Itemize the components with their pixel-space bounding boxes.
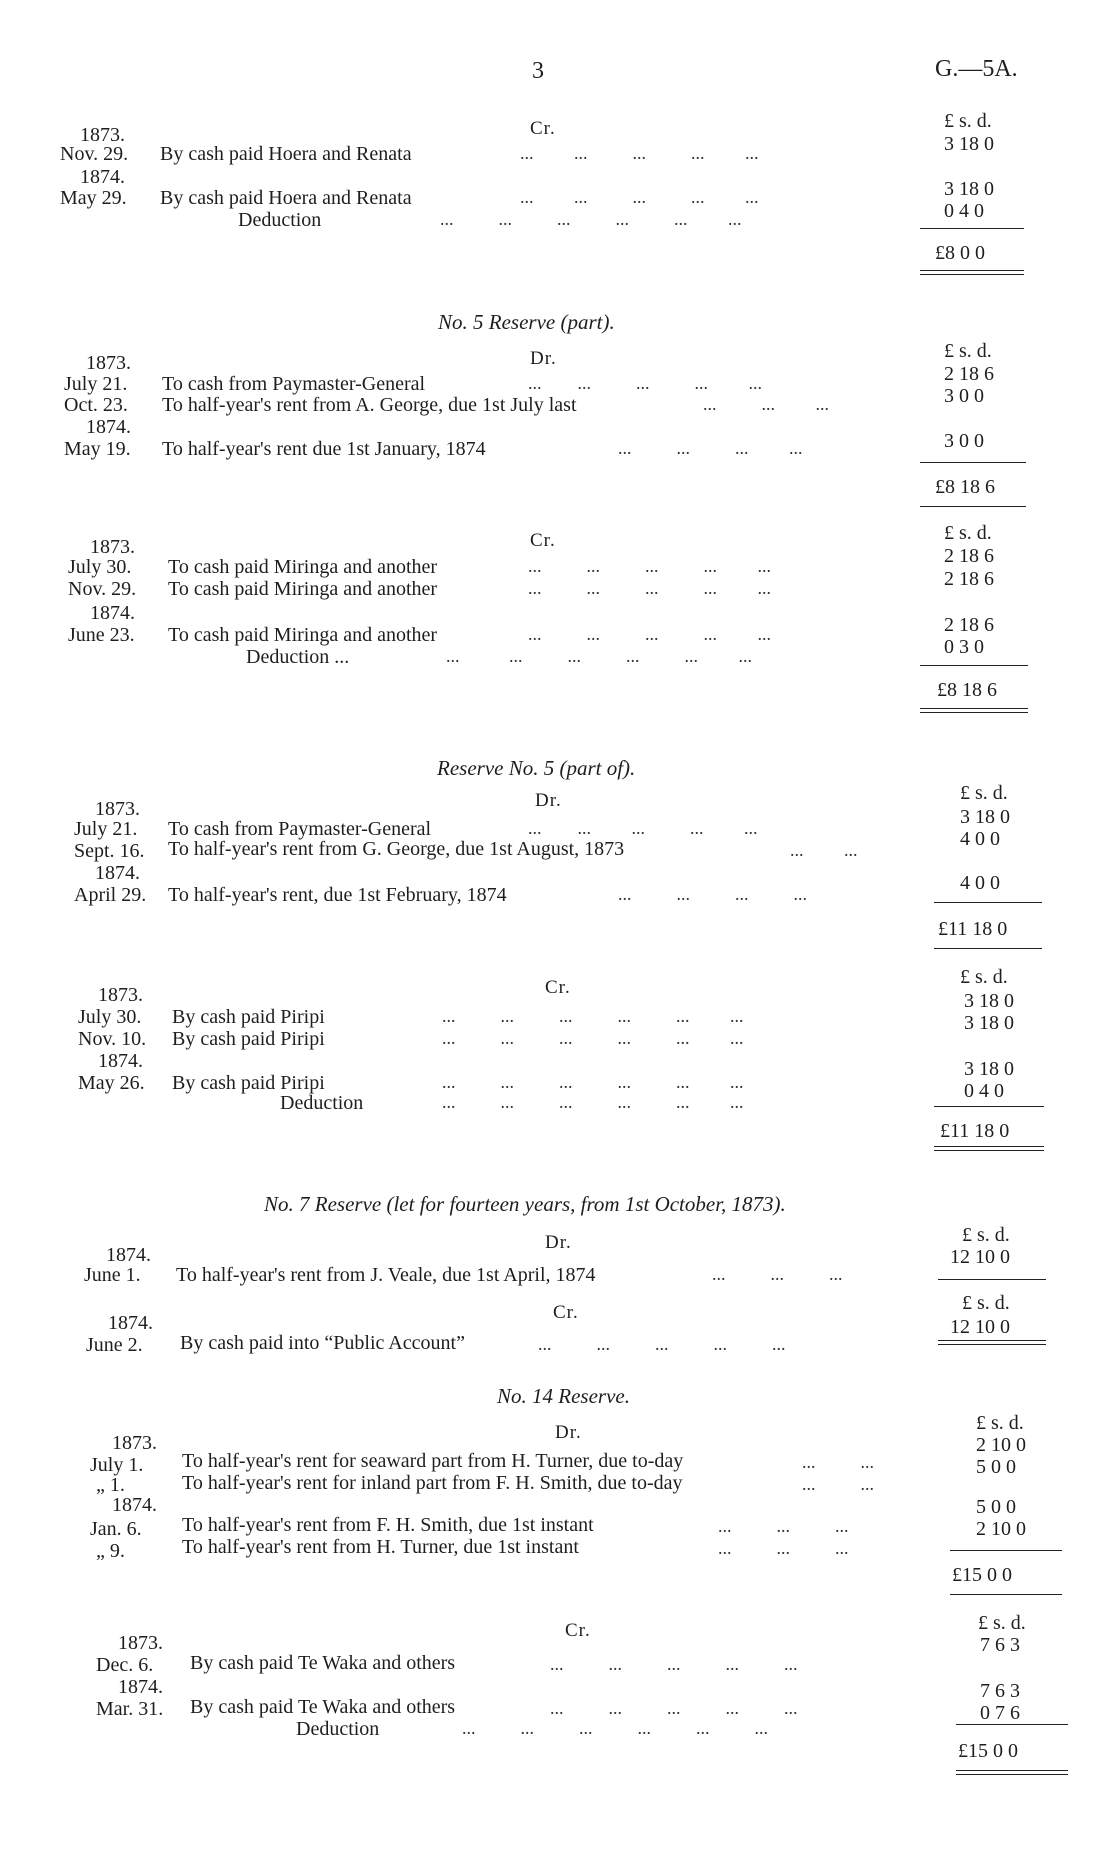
dr-label: Dr. bbox=[555, 1422, 582, 1443]
entry-date: Dec. 6. bbox=[96, 1654, 154, 1676]
entry-amount: 7 6 3 bbox=[980, 1634, 1020, 1656]
total-double-rule bbox=[956, 1770, 1068, 1775]
leader-dots: ... ... ... ... ... bbox=[550, 1654, 798, 1674]
entry-date: Jan. 6. bbox=[90, 1518, 142, 1540]
year-label: 1873. bbox=[95, 798, 140, 820]
entry-description: Deduction bbox=[296, 1718, 380, 1740]
amount-column-header: £ s. d. bbox=[976, 1412, 1024, 1434]
entry-date: „ 9. bbox=[96, 1540, 125, 1562]
entry-amount: 12 10 0 bbox=[950, 1316, 1010, 1338]
entry-date: Nov. 29. bbox=[60, 143, 129, 165]
leader-dots: ... ... ... ... ... bbox=[520, 143, 759, 163]
section-title: No. 14 Reserve. bbox=[497, 1384, 630, 1408]
entry-amount: 4 0 0 bbox=[960, 828, 1000, 850]
entry-description: By cash paid Te Waka and others bbox=[190, 1652, 456, 1674]
entry-amount: 0 4 0 bbox=[944, 200, 984, 222]
total-amount: £8 18 6 bbox=[937, 679, 997, 701]
amount-column-header: £ s. d. bbox=[944, 522, 992, 544]
entry-date: May 26. bbox=[78, 1072, 145, 1094]
leader-dots: ... ... ... ... ... ... bbox=[442, 1072, 744, 1092]
entry-amount: 5 0 0 bbox=[976, 1496, 1016, 1518]
entry-date: Mar. 31. bbox=[96, 1698, 164, 1720]
entry-amount: 7 6 3 bbox=[980, 1680, 1020, 1702]
entry-description: To half-year's rent for seaward part from H. Turner, due to-day bbox=[182, 1450, 684, 1472]
entry-description: To half-year's rent from J. Veale, due 1st April, 1874 bbox=[176, 1264, 596, 1286]
year-label: 1874. bbox=[118, 1676, 163, 1698]
entry-description: To cash paid Miringa and another bbox=[168, 578, 438, 600]
year-label: 1874. bbox=[80, 166, 125, 188]
section-title: No. 5 Reserve (part). bbox=[438, 310, 615, 334]
entry-amount: 12 10 0 bbox=[950, 1246, 1010, 1268]
entry-amount: 3 18 0 bbox=[964, 990, 1014, 1012]
year-label: 1874. bbox=[108, 1312, 153, 1334]
entry-description: To cash from Paymaster-General bbox=[168, 818, 432, 840]
cr-label: Cr. bbox=[530, 530, 556, 551]
total-double-rule bbox=[920, 270, 1024, 275]
total-amount: £15 0 0 bbox=[958, 1740, 1018, 1762]
entry-date: Oct. 23. bbox=[64, 394, 128, 416]
amount-column-header: £ s. d. bbox=[944, 340, 992, 362]
year-label: 1874. bbox=[86, 416, 131, 438]
year-label: 1873. bbox=[90, 536, 135, 558]
subtotal-rule bbox=[920, 228, 1024, 229]
year-label: 1873. bbox=[98, 984, 143, 1006]
total-amount: £8 18 6 bbox=[935, 476, 995, 498]
leader-dots: ... ... ... ... ... bbox=[528, 624, 771, 644]
amount-column-header: £ s. d. bbox=[944, 110, 992, 132]
document-code: G.—5A. bbox=[935, 56, 1018, 82]
subtotal-rule bbox=[934, 902, 1042, 903]
entry-description: By cash paid Te Waka and others bbox=[190, 1696, 456, 1718]
leader-dots: ... ... ... ... bbox=[618, 884, 807, 904]
entry-date: July 30. bbox=[78, 1006, 142, 1028]
entry-amount: 3 18 0 bbox=[964, 1058, 1014, 1080]
leader-dots: ... ... ... ... ... ... bbox=[462, 1718, 768, 1738]
entry-amount: 0 7 6 bbox=[980, 1702, 1020, 1724]
total-amount: £8 0 0 bbox=[935, 242, 985, 264]
leader-dots: ... ... ... bbox=[712, 1264, 843, 1284]
total-amount: £15 0 0 bbox=[952, 1564, 1012, 1586]
entry-amount: 3 0 0 bbox=[944, 385, 984, 407]
entry-description: By cash paid Hoera and Renata bbox=[160, 143, 412, 165]
entry-date: June 1. bbox=[84, 1264, 141, 1286]
entry-description: To cash paid Miringa and another bbox=[168, 556, 438, 578]
year-label: 1873. bbox=[118, 1632, 163, 1654]
entry-amount: 2 10 0 bbox=[976, 1518, 1026, 1540]
entry-date: May 19. bbox=[64, 438, 131, 460]
total-double-rule bbox=[938, 1340, 1046, 1345]
entry-amount: 2 18 6 bbox=[944, 614, 994, 636]
subtotal-rule bbox=[934, 1106, 1044, 1107]
entry-amount: 0 3 0 bbox=[944, 636, 984, 658]
entry-date: Sept. 16. bbox=[74, 840, 145, 862]
year-label: 1874. bbox=[98, 1050, 143, 1072]
entry-date: „ 1. bbox=[96, 1474, 125, 1496]
leader-dots: ... ... ... ... ... bbox=[528, 578, 771, 598]
section-title: No. 7 Reserve (let for fourteen years, from 1st October, 1873). bbox=[264, 1192, 786, 1216]
leader-dots: ... ... ... ... ... bbox=[528, 373, 762, 393]
entry-amount: 2 18 6 bbox=[944, 545, 994, 567]
entry-date: Nov. 29. bbox=[68, 578, 137, 600]
entry-description: Deduction ... bbox=[246, 646, 350, 668]
leader-dots: ... ... ... bbox=[703, 394, 829, 414]
total-rule bbox=[950, 1594, 1062, 1595]
leader-dots: ... ... ... ... ... bbox=[550, 1698, 798, 1718]
leader-dots: ... ... ... bbox=[718, 1516, 849, 1536]
leader-dots: ... ... ... ... bbox=[618, 438, 803, 458]
cr-label: Cr. bbox=[553, 1302, 579, 1323]
entry-description: By cash paid Piripi bbox=[172, 1072, 325, 1094]
section-title: Reserve No. 5 (part of). bbox=[437, 756, 636, 780]
entry-amount: 5 0 0 bbox=[976, 1456, 1016, 1478]
year-label: 1874. bbox=[90, 602, 135, 624]
subtotal-rule bbox=[920, 665, 1028, 666]
entry-description: Deduction bbox=[280, 1092, 364, 1114]
entry-amount: 3 18 0 bbox=[964, 1012, 1014, 1034]
total-rule bbox=[934, 948, 1042, 949]
dr-label: Dr. bbox=[530, 348, 557, 369]
amount-column-header: £ s. d. bbox=[978, 1612, 1026, 1634]
entry-description: To half-year's rent from G. George, due 1st August, 1873 bbox=[168, 838, 625, 860]
total-amount: £11 18 0 bbox=[938, 918, 1008, 940]
leader-dots: ... ... ... bbox=[718, 1538, 849, 1558]
dr-label: Dr. bbox=[545, 1232, 572, 1253]
entry-amount: 3 18 0 bbox=[960, 806, 1010, 828]
total-rule bbox=[938, 1279, 1046, 1280]
entry-date: July 21. bbox=[74, 818, 138, 840]
entry-amount: 0 4 0 bbox=[964, 1080, 1004, 1102]
total-rule bbox=[920, 506, 1026, 507]
entry-date: July 30. bbox=[68, 556, 132, 578]
entry-date: April 29. bbox=[74, 884, 147, 906]
total-double-rule bbox=[934, 1146, 1044, 1151]
entry-description: To half-year's rent, due 1st February, 1874 bbox=[168, 884, 507, 906]
cr-label: Cr. bbox=[530, 118, 556, 139]
cr-label: Cr. bbox=[545, 977, 571, 998]
subtotal-rule bbox=[950, 1550, 1062, 1551]
entry-description: To half-year's rent due 1st January, 1874 bbox=[162, 438, 486, 460]
year-label: 1874. bbox=[112, 1494, 157, 1516]
leader-dots: ... ... ... ... ... bbox=[538, 1334, 786, 1354]
amount-column-header: £ s. d. bbox=[960, 782, 1008, 804]
leader-dots: ... ... ... ... ... ... bbox=[442, 1006, 744, 1026]
leader-dots: ... ... ... ... ... bbox=[520, 187, 759, 207]
entry-description: To half-year's rent from H. Turner, due 1st instant bbox=[182, 1536, 579, 1558]
entry-description: Deduction bbox=[238, 209, 322, 231]
entry-amount: 3 0 0 bbox=[944, 430, 984, 452]
entry-amount: 4 0 0 bbox=[960, 872, 1000, 894]
year-label: 1874. bbox=[95, 862, 140, 884]
entry-date: July 1. bbox=[90, 1454, 144, 1476]
entry-amount: 3 18 0 bbox=[944, 178, 994, 200]
leader-dots: ... ... bbox=[802, 1452, 874, 1472]
cr-label: Cr. bbox=[565, 1620, 591, 1641]
entry-description: To cash from Paymaster-General bbox=[162, 373, 426, 395]
year-label: 1873. bbox=[80, 124, 125, 146]
year-label: 1873. bbox=[112, 1432, 157, 1454]
leader-dots: ... ... ... ... ... bbox=[528, 556, 771, 576]
entry-amount: 2 10 0 bbox=[976, 1434, 1026, 1456]
entry-date: July 21. bbox=[64, 373, 128, 395]
entry-date: June 2. bbox=[86, 1334, 143, 1356]
subtotal-rule bbox=[956, 1724, 1068, 1725]
leader-dots: ... ... ... ... ... ... bbox=[440, 209, 742, 229]
amount-column-header: £ s. d. bbox=[962, 1224, 1010, 1246]
entry-date: Nov. 10. bbox=[78, 1028, 147, 1050]
entry-amount: 2 18 6 bbox=[944, 568, 994, 590]
entry-description: To half-year's rent from F. H. Smith, due 1st instant bbox=[182, 1514, 594, 1536]
entry-description: To half-year's rent for inland part from F. H. Smith, due to-day bbox=[182, 1472, 683, 1494]
leader-dots: ... ... ... ... ... ... bbox=[446, 646, 752, 666]
entry-description: To cash paid Miringa and another bbox=[168, 624, 438, 646]
total-double-rule bbox=[920, 708, 1028, 713]
entry-description: By cash paid into “Public Account” bbox=[180, 1332, 465, 1354]
entry-date: May 29. bbox=[60, 187, 127, 209]
subtotal-rule bbox=[920, 462, 1026, 463]
leader-dots: ... ... ... ... ... bbox=[528, 818, 758, 838]
amount-column-header: £ s. d. bbox=[962, 1292, 1010, 1314]
dr-label: Dr. bbox=[535, 790, 562, 811]
year-label: 1874. bbox=[106, 1244, 151, 1266]
leader-dots: ... ... ... ... ... ... bbox=[442, 1028, 744, 1048]
entry-amount: 3 18 0 bbox=[944, 133, 994, 155]
entry-amount: 2 18 6 bbox=[944, 363, 994, 385]
leader-dots: ... ... bbox=[802, 1474, 874, 1494]
entry-description: By cash paid Hoera and Renata bbox=[160, 187, 412, 209]
leader-dots: ... ... bbox=[790, 840, 858, 860]
entry-date: June 23. bbox=[68, 624, 135, 646]
entry-description: To half-year's rent from A. George, due 1st July last bbox=[162, 394, 577, 416]
leader-dots: ... ... ... ... ... ... bbox=[442, 1092, 744, 1112]
total-amount: £11 18 0 bbox=[940, 1120, 1010, 1142]
entry-description: By cash paid Piripi bbox=[172, 1028, 325, 1050]
page-number: 3 bbox=[532, 58, 544, 84]
entry-description: By cash paid Piripi bbox=[172, 1006, 325, 1028]
amount-column-header: £ s. d. bbox=[960, 966, 1008, 988]
year-label: 1873. bbox=[86, 352, 131, 374]
